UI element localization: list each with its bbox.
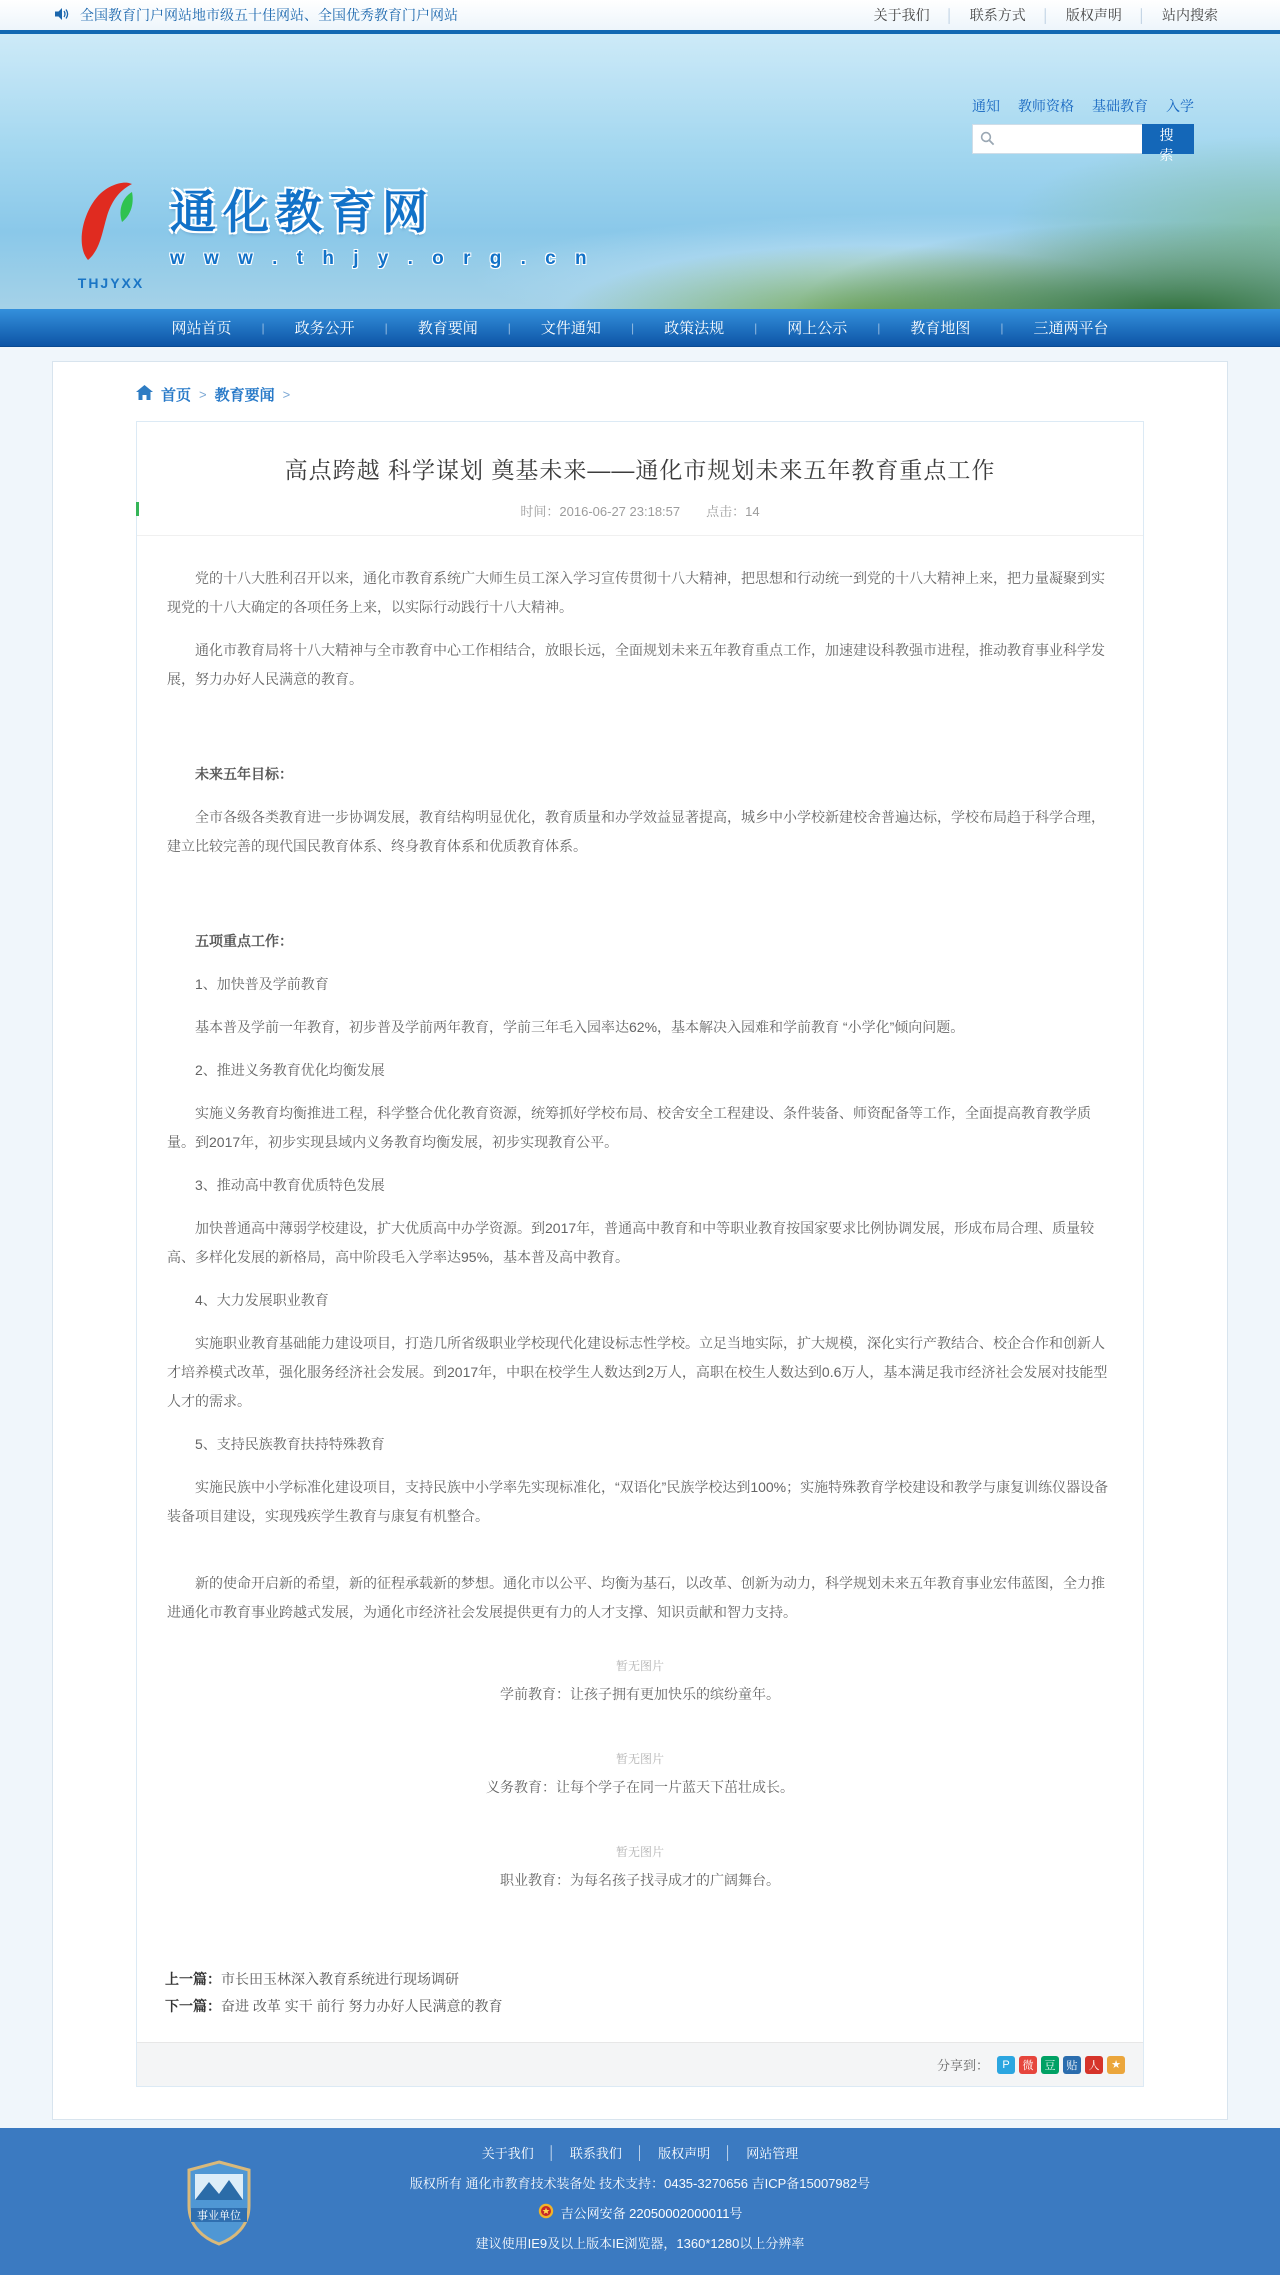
- share-icon[interactable]: 贴: [1063, 2056, 1081, 2074]
- article-paragraph: 4、大力发展职业教育: [195, 1292, 329, 1308]
- article-paragraph: 新的使命开启新的希望，新的征程承载新的梦想。通化市以公平、均衡为基石，以改革、创新为动力，科学规划未来五年教育事业宏伟蓝图，全力推进通化市教育事业跨越式发展，为通化市经济社会发展提供更有力的人才支撑、知识贡献和智力支持。: [167, 1575, 1105, 1620]
- next-article-row: [165, 1993, 1143, 2020]
- prev-article-row: [165, 1966, 1143, 1993]
- article-paragraph: 3、推动高中教育优质特色发展: [195, 1177, 385, 1193]
- separator: |: [1000, 320, 1004, 335]
- separator: |: [754, 320, 758, 335]
- nav-item[interactable]: 网站首页: [171, 320, 232, 337]
- separator: │: [635, 2145, 645, 2160]
- article-paragraph: 基本普及学前一年教育，初步普及学前两年教育，学前三年毛入园率达62%，基本解决入园难和学前教育 “小学化”倾向问题。: [195, 1019, 965, 1035]
- quick-link[interactable]: 基础教育: [1092, 98, 1148, 114]
- article-paragraph: 加快普通高中薄弱学校建设，扩大优质高中办学资源。到2017年，普通高中教育和中等职业教育按国家要求比例协调发展，形成布局合理、质量较高、多样化发展的新格局，高中阶段毛入学率达95%，基本普及高中教育。: [167, 1220, 1095, 1265]
- article-paragraph: 党的十八大胜利召开以来，通化市教育系统广大师生员工深入学习宣传贯彻十八大精神，把思想和行动统一到党的十八大精神上来，把力量凝聚到实现党的十八大确定的各项任务上来，以实际行动践行十八大精神。: [167, 570, 1105, 615]
- breadcrumb: [136, 380, 1144, 407]
- site-name: 通化教育网: [170, 186, 435, 238]
- breadcrumb-home[interactable]: 首页: [161, 387, 192, 404]
- prev-next-navigation: [137, 1936, 1143, 2042]
- topbar-link[interactable]: 联系方式: [969, 7, 1026, 23]
- footer-browser-suggestion: 建议使用IE9及以上版本IE浏览器，1360*1280以上分辨率: [475, 2236, 805, 2251]
- separator: │: [547, 2145, 556, 2160]
- quick-link[interactable]: 入学: [1166, 98, 1194, 114]
- article-paragraph: 实施民族中小学标准化建设项目，支持民族中小学率先实现标准化，“双语化”民族学校达到100%；实施特殊教育学校建设和教学与康复训练仪器设备装备项目建设，实现残疾学生教育与康复有机整合。: [167, 1479, 1109, 1524]
- search-icon: [980, 131, 995, 151]
- topbar-link[interactable]: 版权声明: [1065, 7, 1122, 23]
- breadcrumb-section[interactable]: 教育要闻: [214, 387, 275, 404]
- article-paragraph: 实施职业教育基础能力建设项目，打造几所省级职业学校现代化建设标志性学校。立足当地实际，扩大规模，深化实行产教结合、校企合作和创新人才培养模式改革，强化服务经济社会发展。到2017年，中职在校学生人数达到2万人，高职在校生人数达到0.6万人，基本满足我市经济社会发展对技能型人才的需求。: [167, 1335, 1108, 1409]
- police-badge-icon: [538, 2203, 554, 2222]
- footer-link[interactable]: 网站管理: [746, 2146, 799, 2161]
- meta-hits-label: 点击：: [706, 504, 746, 519]
- nav-item[interactable]: 网上公示: [787, 320, 848, 337]
- share-label: 分享到：: [936, 2058, 989, 2073]
- no-image-placeholder: 暂无图片: [615, 1752, 664, 1766]
- topbar-link[interactable]: 站内搜索: [1162, 7, 1218, 23]
- article-paragraph: 通化市教育局将十八大精神与全市教育中心工作相结合，放眼长远，全面规划未来五年教育重点工作，加速建设科教强市进程，推动教育事业科学发展，努力办好人民满意的教育。: [167, 642, 1105, 687]
- nav-item[interactable]: 教育要闻: [417, 320, 478, 337]
- nav-item[interactable]: 教育地图: [910, 320, 971, 337]
- breadcrumb-separator: >: [199, 387, 207, 402]
- share-icon[interactable]: P: [997, 2056, 1015, 2074]
- article-paragraph: [167, 708, 1113, 732]
- quick-link[interactable]: 通知: [972, 98, 1000, 114]
- footer-copyright: 版权所有 通化市教育技术装备处 技术支持：0435-3270656 吉ICP备15007982号: [409, 2176, 871, 2191]
- site-announcement: [55, 5, 458, 25]
- prev-article-link[interactable]: 市长田玉林深入教育系统进行现场调研: [221, 1971, 459, 1987]
- image-placeholder-block: [137, 1657, 1143, 1704]
- site-search: [972, 124, 1194, 163]
- article-paragraph: 未来五年目标：: [195, 766, 293, 782]
- article-meta: [137, 485, 1143, 536]
- next-label: 下一篇：: [165, 1998, 221, 2014]
- article-paragraph: [167, 875, 1113, 899]
- site-header-banner: [0, 34, 1280, 309]
- separator: │: [1041, 7, 1050, 23]
- separator: |: [630, 320, 635, 335]
- beian-link[interactable]: 吉公网安备 22050002000011号: [560, 2206, 743, 2221]
- separator: │: [724, 2145, 733, 2160]
- share-icons: [997, 2056, 1125, 2074]
- search-input[interactable]: [972, 124, 1142, 154]
- separator: |: [507, 320, 511, 335]
- nav-item[interactable]: 政务公开: [294, 320, 355, 337]
- breadcrumb-separator: >: [282, 387, 291, 402]
- footer-link[interactable]: 联系我们: [569, 2146, 622, 2161]
- share-icon[interactable]: 人: [1085, 2056, 1103, 2074]
- speaker-icon: [55, 7, 70, 24]
- image-placeholder-block: [137, 1843, 1143, 1890]
- article-title: 高点跨越 科学谋划 奠基未来——通化市规划未来五年教育重点工作: [284, 457, 996, 483]
- meta-time-value: 2016-06-27 23:18:57: [559, 504, 681, 519]
- site-url: w w w . t h j y . o r g . c n: [170, 248, 594, 269]
- article-paragraph: 五项重点工作：: [195, 933, 293, 949]
- top-utility-bar: [0, 0, 1280, 34]
- topbar-link[interactable]: 关于我们: [873, 7, 930, 23]
- share-icon[interactable]: 豆: [1041, 2056, 1059, 2074]
- article-paragraph: 实施义务教育均衡推进工程，科学整合优化教育资源，统筹抓好学校布局、校舍安全工程建设、条件装备、师资配备等工作，全面提高教育教学质量。到2017年，初步实现县域内义务教育均衡发展，初步实现教育公平。: [167, 1105, 1091, 1150]
- site-footer: [0, 2128, 1280, 2275]
- meta-hits-value: 14: [745, 504, 760, 519]
- share-icon[interactable]: ★: [1107, 2056, 1125, 2074]
- nav-item[interactable]: 三通两平台: [1033, 320, 1109, 337]
- nav-item[interactable]: 政策法规: [664, 320, 725, 337]
- article-figures: [137, 1657, 1143, 1890]
- nav-item[interactable]: 文件通知: [540, 320, 601, 337]
- quick-link[interactable]: 教师资格: [1018, 98, 1074, 114]
- image-caption: 义务教育：让每个学子在同一片蓝天下茁壮成长。: [486, 1779, 794, 1795]
- share-icon[interactable]: 微: [1019, 2056, 1037, 2074]
- image-placeholder-block: [137, 1750, 1143, 1797]
- topbar-links: [870, 5, 1222, 25]
- article-paragraph: [167, 1545, 1113, 1569]
- article-paragraph: 1、加快普及学前教育: [195, 976, 329, 992]
- meta-time-label: 时间：: [520, 504, 560, 519]
- separator: │: [1137, 7, 1146, 23]
- public-institution-badge[interactable]: [183, 2160, 255, 2249]
- content-panel: [52, 361, 1228, 2120]
- logo-mark-icon: [72, 176, 150, 291]
- no-image-placeholder: 暂无图片: [615, 1845, 664, 1859]
- image-caption: 学前教育：让孩子拥有更加快乐的缤纷童年。: [500, 1686, 780, 1702]
- article-paragraph: 全市各级各类教育进一步协调发展，教育结构明显优化，教育质量和办学效益显著提高，城乡中小学校新建校舍普遍达标，学校布局趋于科学合理，建立比较完善的现代国民教育体系、终身教育体系和优质教育体系。: [167, 809, 1105, 854]
- next-article-link[interactable]: 奋进 改革 实干 前行 努力办好人民满意的教育: [221, 1998, 503, 2014]
- page-background: [0, 347, 1280, 2128]
- article-paragraph: 5、支持民族教育扶持特殊教育: [195, 1436, 385, 1452]
- image-caption: 职业教育：为每名孩子找寻成才的广阔舞台。: [500, 1872, 780, 1888]
- no-image-placeholder: 暂无图片: [615, 1659, 664, 1673]
- site-title-block: [170, 176, 594, 291]
- separator: |: [261, 320, 265, 335]
- search-button[interactable]: 搜 索: [1142, 124, 1194, 154]
- separator: │: [945, 7, 954, 23]
- separator: |: [877, 320, 881, 335]
- prev-label: 上一篇：: [165, 1971, 221, 1987]
- green-accent-mark: [136, 502, 139, 516]
- main-nav: [0, 309, 1280, 347]
- share-bar: [137, 2042, 1143, 2086]
- footer-link[interactable]: 关于我们: [481, 2146, 534, 2161]
- home-icon: [136, 385, 153, 404]
- logo-acronym: THJYXX: [77, 275, 145, 291]
- badge-label: 事业单位: [197, 2210, 241, 2222]
- article-paragraph: 2、推进义务教育优化均衡发展: [195, 1062, 385, 1078]
- article-container: [136, 421, 1144, 2087]
- article-body: [137, 536, 1143, 1627]
- separator: |: [384, 320, 388, 335]
- footer-link[interactable]: 版权声明: [658, 2146, 711, 2161]
- announcement-text: 全国教育门户网站地市级五十佳网站、全国优秀教育门户网站: [80, 7, 458, 23]
- site-logo[interactable]: [72, 176, 594, 291]
- header-quick-links: [972, 96, 1194, 116]
